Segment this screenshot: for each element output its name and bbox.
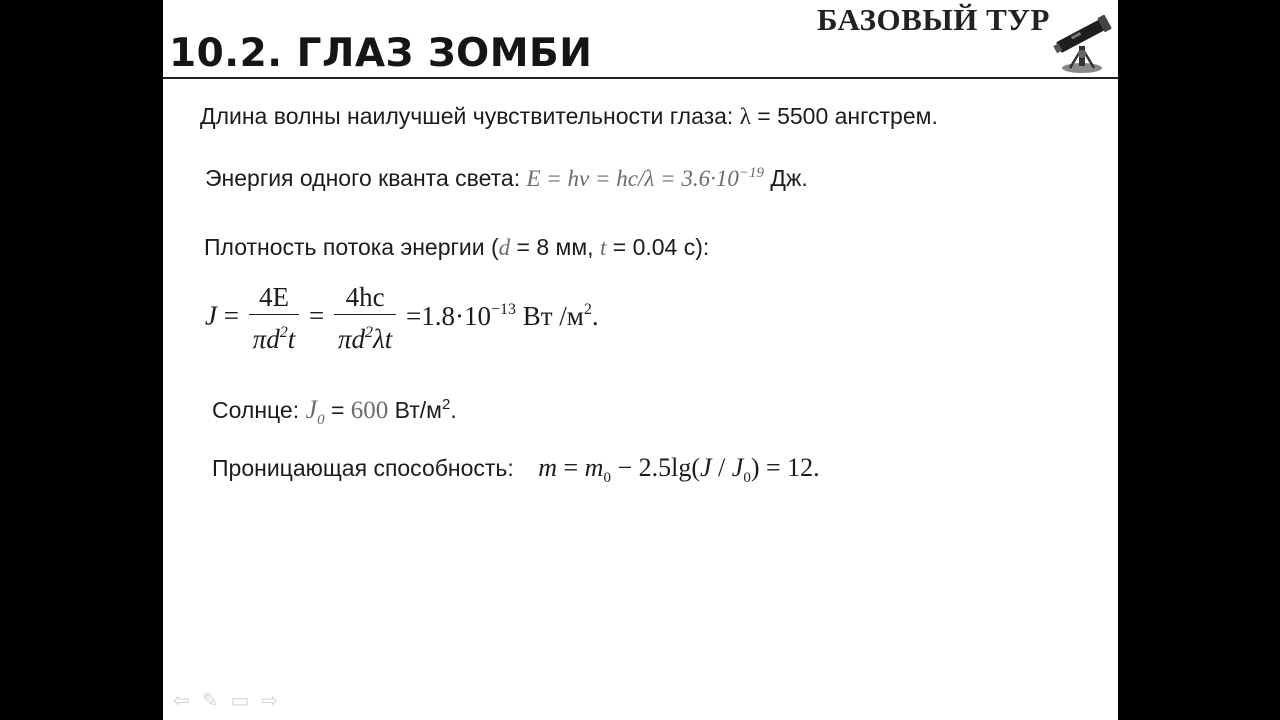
lambda-symbol: λ [739,104,751,129]
slide-nav [173,690,278,710]
fraction-1-den-pre: πd [252,324,280,354]
d-symbol: d [498,235,511,260]
fraction-2 [334,280,396,357]
photon-energy-unit: Дж. [770,165,808,191]
pf-j0: J [731,453,744,482]
slide-title: 10.2. ГЛАЗ ЗОМБИ [169,31,593,76]
sun-symbol-sub: 0 [317,412,325,428]
pf-div: / [711,453,732,482]
flux-unit [523,301,599,331]
flux-eq1: = [223,300,239,331]
sun-unit-pre: Вт/м [388,397,442,423]
telescope-icon [1052,6,1114,76]
fraction-1-den-post: t [287,324,296,354]
sun-value: 600 [350,397,389,424]
prev-arrow-icon[interactable]: ⇦ [173,688,190,712]
sun-eq: = [324,397,351,423]
flux-result [406,301,516,331]
fraction-2-den-post: λt [373,324,393,354]
sun-symbol [305,395,325,428]
photon-energy-formula [526,166,764,191]
fraction-1-denominator [249,315,300,357]
wavelength-label: Длина волны наилучшей чувствительности глаза: [200,103,734,129]
fraction-2-den-pre: πd [338,324,366,354]
flux-lhs: J [205,300,217,331]
fraction-2-denominator [334,315,396,357]
t-value: = 0.04 с): [606,234,710,260]
photon-energy-line [205,165,808,192]
next-arrow-icon[interactable]: ⇨ [261,688,279,712]
flux-result-value: =1.8·10 [405,300,491,331]
sun-label: Солнце: [212,397,300,423]
fraction-2-numerator: 4hc [334,280,396,315]
wavelength-line [200,103,938,130]
photon-energy-label: Энергия одного кванта света: [205,165,521,191]
title-divider [163,77,1118,79]
penetration-formula [538,453,820,486]
pf-m0-sub: 0 [603,470,611,486]
sun-unit-post: . [450,397,457,423]
pen-icon[interactable]: ✎ [201,688,219,712]
flux-unit-pre: Вт /м [522,300,584,331]
flux-unit-exp: 2 [583,300,592,318]
sun-symbol-j: J [305,395,318,424]
pf-j0-sub: 0 [743,470,751,486]
photon-energy-exponent: −19 [738,165,764,181]
flux-result-exponent: −13 [490,300,516,318]
pf-m: m [538,453,557,482]
pf-m0: m [584,453,604,482]
pf-result: ) = 12. [750,453,820,482]
slide [163,0,1118,720]
flux-formula [205,280,599,357]
flux-density-label: Плотность потока энергии ( [204,234,499,260]
pf-minus: − 2.5lg( [610,453,700,482]
fraction-2-den-exp: 2 [365,324,374,341]
fraction-1-numerator: 4E [249,280,300,315]
wavelength-value: = 5500 ангстрем. [757,103,938,129]
t-symbol: t [599,235,607,260]
menu-icon[interactable]: ▭ [230,688,250,712]
flux-unit-post: . [591,300,599,331]
flux-density-line [204,234,709,261]
sun-unit-exp: 2 [442,396,451,413]
penetration-label: Проницающая способность: [212,455,514,481]
sun-line [212,395,457,429]
tour-label: БАЗОВЫЙ ТУР [816,2,1050,37]
pf-j: J [699,453,712,482]
fraction-1-den-exp: 2 [279,324,288,341]
penetration-line [212,453,820,487]
photon-energy-formula-text: E = hν = hc/λ = 3.6·10 [526,166,739,191]
d-value: = 8 мм, [510,234,600,260]
pf-eq: = [556,453,585,482]
fraction-1 [249,280,300,357]
flux-eq2: = [309,300,325,331]
